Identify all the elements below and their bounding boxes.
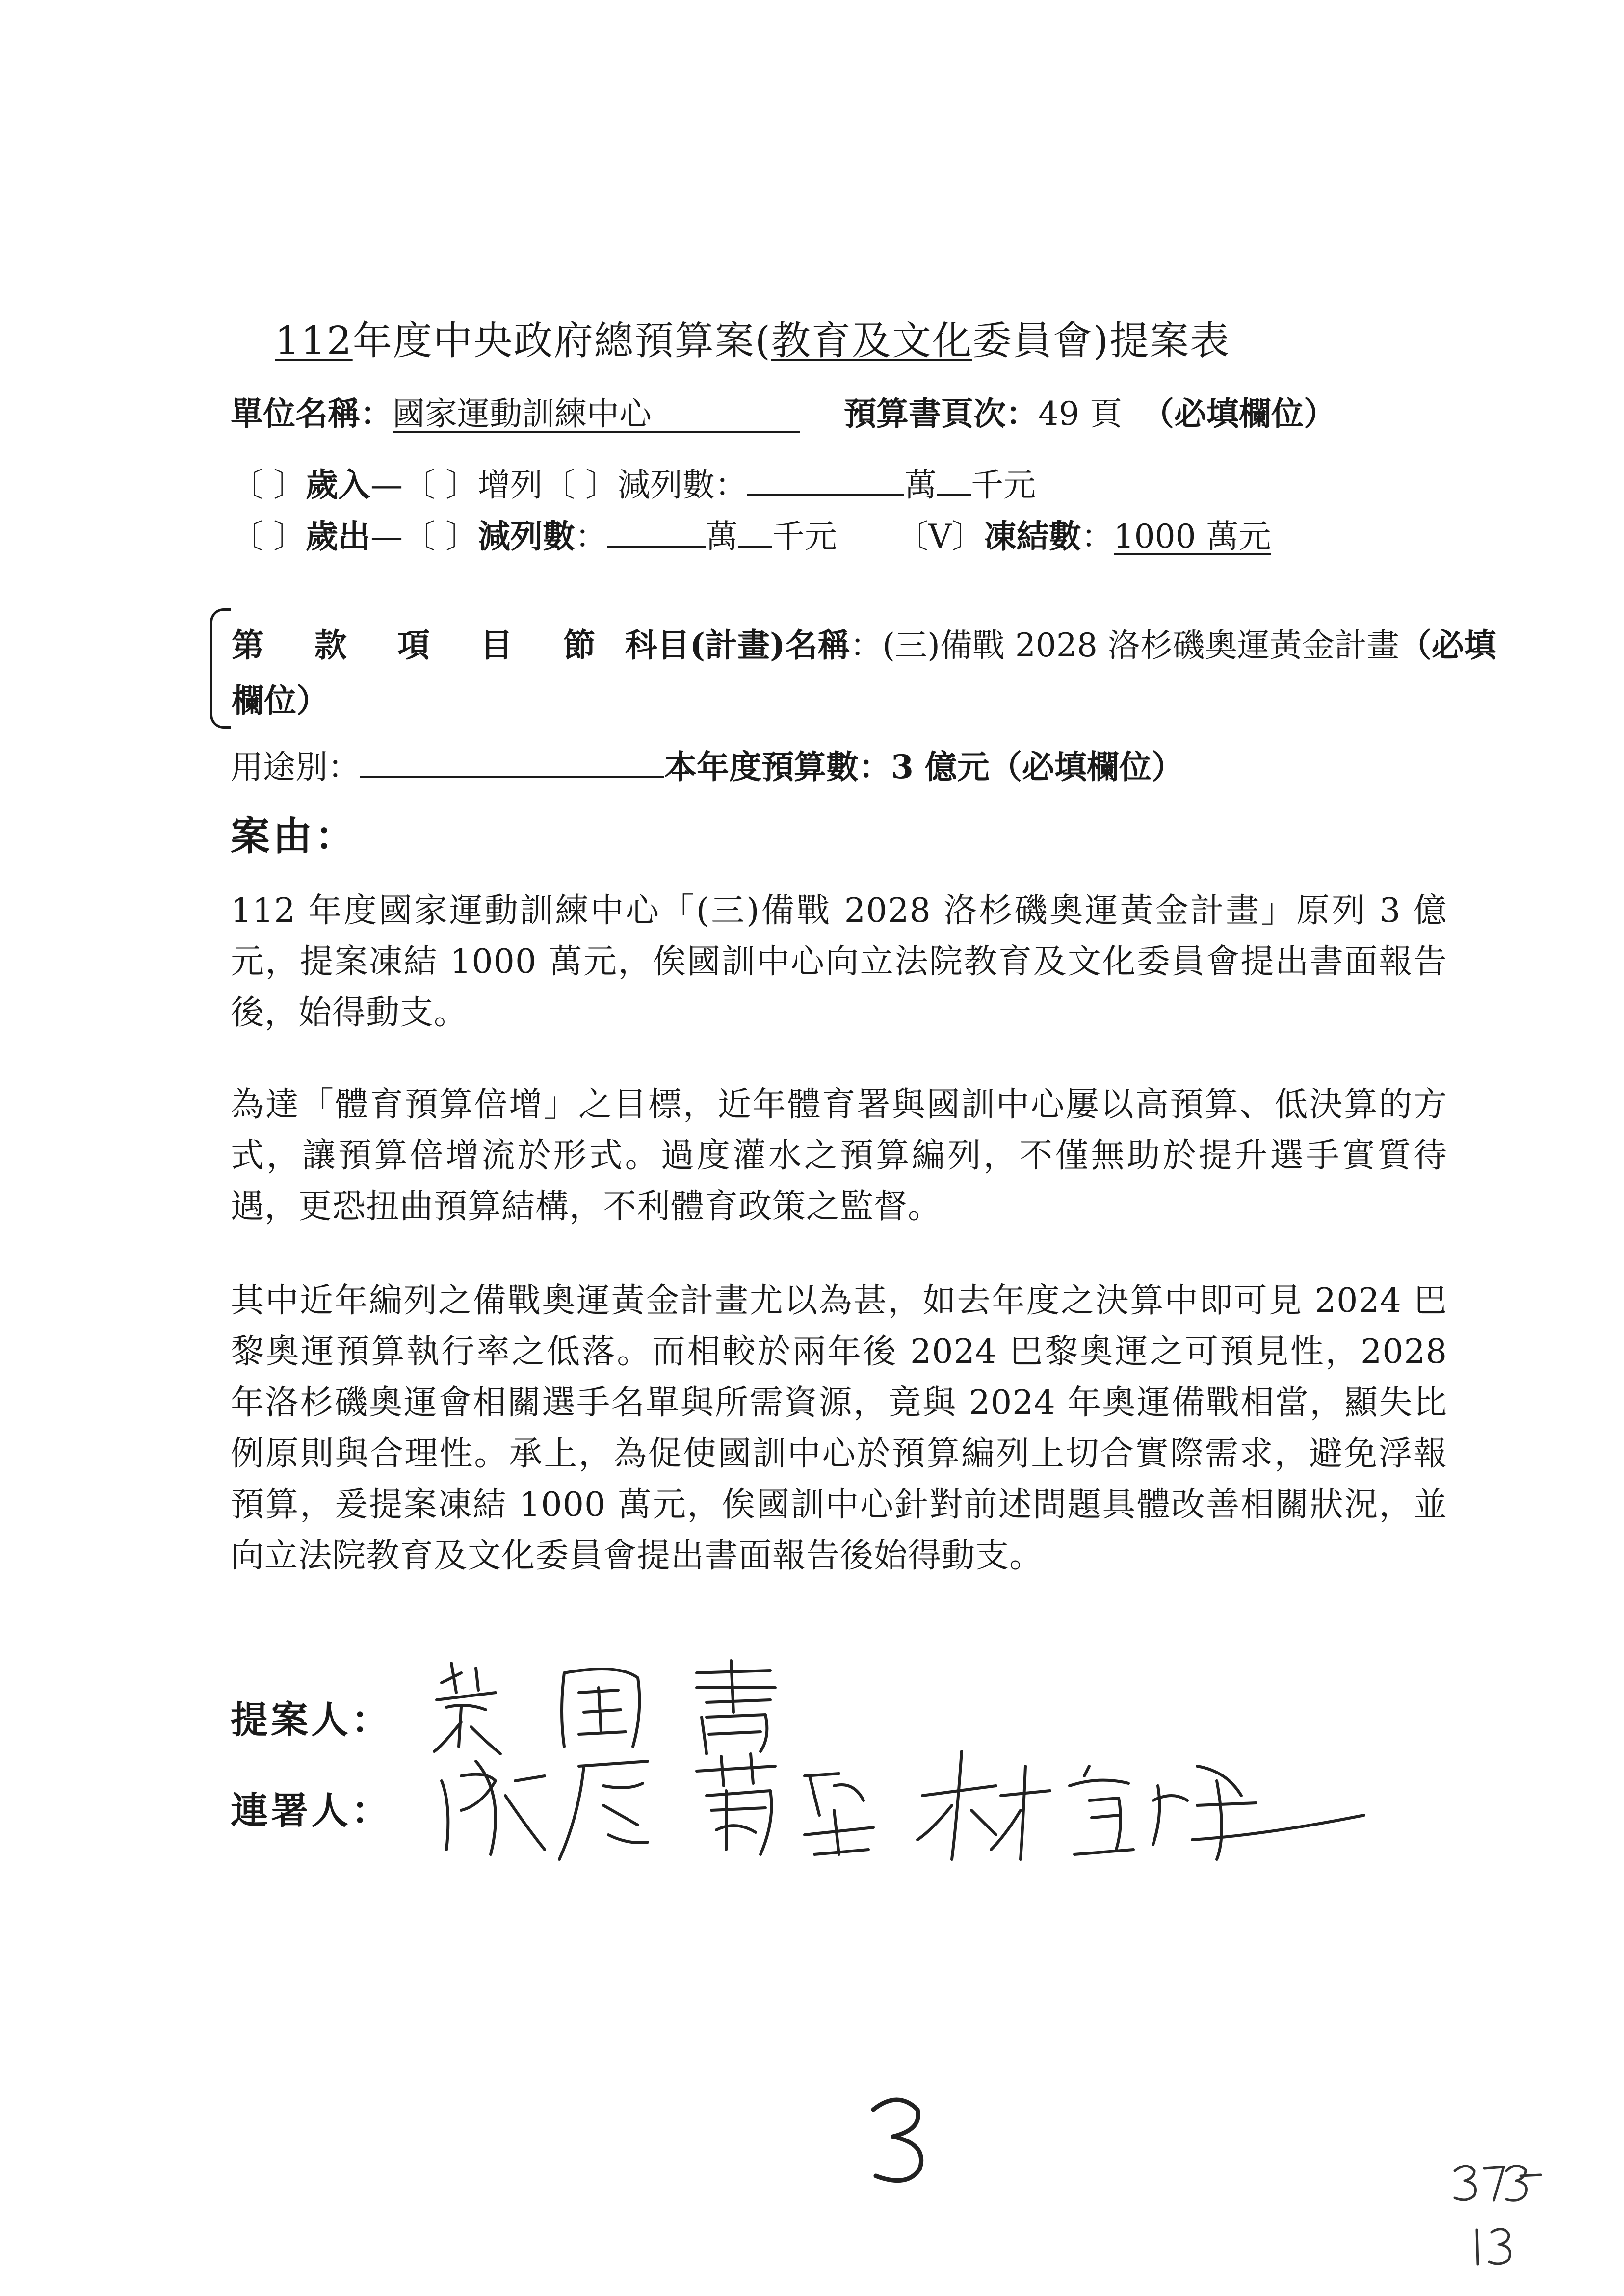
expenditure-dash: —〔 〕: [370, 518, 478, 555]
revenue-amount-blank: [747, 465, 904, 496]
title-committee: 教育及文化: [771, 318, 972, 364]
proposer-label: 提案人：: [231, 1698, 392, 1742]
usage-required-note: （必填欄位）: [989, 748, 1184, 786]
reason-paragraph-2: 為達「體育預算倍增」之目標，近年體育署與國訓中心屢以高預算、低決算的方式，讓預算倍增流於形式。過度灌水之預算編列，不僅無助於提升選手實質待遇，更恐扭曲預算結構，不利體育政策之監督。: [231, 1085, 1447, 1226]
revenue-wan: 萬: [904, 466, 937, 504]
revenue-options: —〔 〕增列〔 〕減列數：: [370, 466, 747, 504]
freeze-label: 凍結數: [984, 517, 1081, 555]
reduce-amount-blank: [607, 516, 706, 548]
expenditure-wan: 萬: [705, 518, 738, 555]
reason-paragraph-1: 112 年度國家運動訓練中心「(三)備戰 2028 洛杉磯奧運黃金計畫」原列 3 億元，提案凍結 1000 萬元，俟國訓中心向立法院教育及文化委員會提出書面報告後，始得動支。: [231, 891, 1447, 1032]
budget-label: 本年度預算數：3 億元: [664, 748, 990, 786]
corner-handwritten-numbers: [1447, 2156, 1545, 2274]
expenditure-bracket: 〔 〕: [231, 518, 306, 555]
page-ref-value: 49 頁: [1038, 395, 1122, 433]
item-line-cont: [232, 675, 329, 721]
subject-value: ：(三)備戰 2028 洛杉磯奧運黃金計畫: [850, 626, 1399, 664]
reduce-label: 減列數: [477, 517, 575, 555]
freeze-bracket: 〔V〕: [895, 518, 984, 555]
freeze-value: 1000 萬元: [1113, 518, 1271, 555]
reduce-colon: ：: [575, 518, 607, 555]
usage-label: 用途別：: [231, 748, 360, 786]
revenue-bracket: 〔 〕: [231, 466, 306, 504]
expenditure-qian-blank: [738, 516, 772, 548]
item-bracket: [210, 608, 231, 729]
freeze-colon: ：: [1081, 518, 1114, 555]
cosigner-label: 連署人：: [231, 1789, 392, 1832]
page-title: [275, 309, 1230, 365]
title-mid: 年度中央政府總預算案(: [352, 318, 771, 364]
title-year: 112: [275, 318, 353, 364]
usage-blank: [360, 747, 664, 778]
page-ref-label: 預算書頁次：: [844, 394, 1038, 433]
item-required-a: （必填: [1399, 626, 1496, 664]
revenue-line: [231, 459, 1036, 505]
revenue-qian: 千元: [970, 466, 1036, 504]
title-end: 委員會)提案表: [972, 318, 1231, 364]
unit-value: 國家運動訓練中心: [393, 397, 800, 433]
item-levels: 第 款 項 目 節: [232, 626, 615, 664]
item-required-b: 欄位）: [232, 681, 329, 720]
usage-line: [231, 741, 1184, 787]
expenditure-qian: 千元: [772, 518, 837, 555]
item-line: [232, 619, 1496, 666]
revenue-qian-blank: [937, 465, 971, 496]
unit-label: 單位名稱：: [231, 394, 393, 433]
unit-required-note: （必填欄位）: [1141, 394, 1336, 433]
subject-label: 科目(計畫)名稱: [625, 626, 850, 664]
unit-line: [231, 388, 1336, 434]
cosigner-signatures: [432, 1737, 1393, 1874]
page-number: [859, 2090, 937, 2188]
reason-paragraph-3: 其中近年編列之備戰奧運黃金計畫尤以為甚，如去年度之決算中即可見 2024 巴黎奧運預算執行率之低落。而相較於兩年後 2024 巴黎奧運之可預見性，2028 年洛杉磯奧運會相關選手名單與所需資源，竟與 2024 年奧運備戰相當，顯失比例原則與合理性。承上，為促使國訓中心於預算編列上切合實際需求，避免浮報預算，爰提案凍結 1000 萬元，俟國訓中心針對前述問題具體改善相關狀況，並向立法院教育及文化委員會提出書面報告後始得動支。: [231, 1281, 1447, 1575]
revenue-label: 歲入: [305, 466, 370, 504]
expenditure-line: [231, 510, 1271, 557]
expenditure-label: 歲出: [305, 517, 370, 555]
reason-heading: 案由：: [231, 813, 357, 859]
